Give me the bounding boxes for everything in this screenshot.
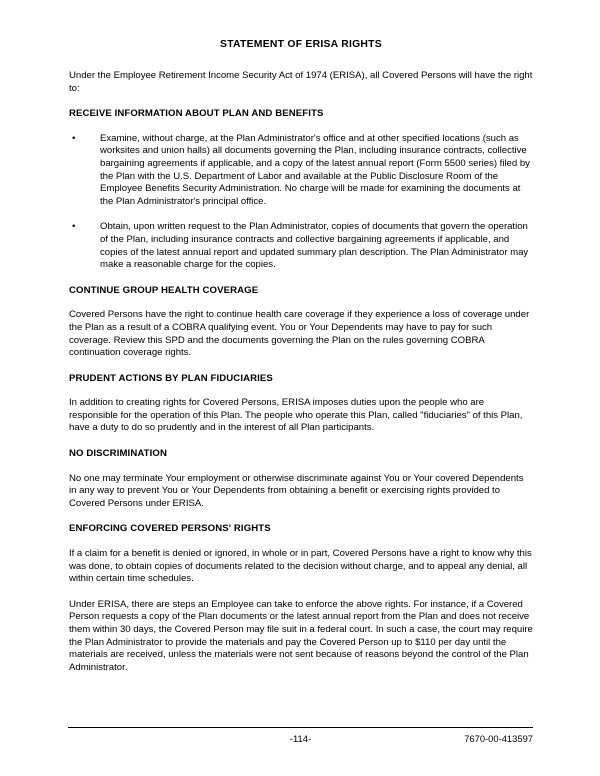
page-footer [68, 727, 533, 746]
section-paragraph: If a claim for a benefit is denied or ignored, in whole or in part, Covered Persons have a right to know why this was done, to obtain copies of documents related to the decision without charge, and to appeal any denial, all within certain time schedules. [69, 548, 532, 585]
document-code: 7670-00-413597 [464, 733, 533, 744]
page-title: STATEMENT OF ERISA RIGHTS [220, 39, 382, 50]
list-item [69, 133, 533, 209]
bullet-icon: • [72, 221, 76, 233]
page-content [69, 38, 533, 687]
receive-information-bullet-list [69, 133, 533, 272]
section-heading-no-discrimination: NO DISCRIMINATION [69, 448, 167, 460]
section-paragraph: Under ERISA, there are steps an Employee can take to enforce the above rights. For instance, if a Covered Person requests a copy of the Plan documents or the latest annual report from the Plan and does not receive them within 30 days, the Covered Person may file suit in a federal court. In such a case, the court may require the Plan Administrator to provide the materials and pay the Covered Person up to $110 per day until the materials are received, unless the materials were not sent because of reasons beyond the control of the Plan Administrator. [69, 598, 533, 673]
intro-paragraph: Under the Employee Retirement Income Security Act of 1974 (ERISA), all Covered Persons will have the right to: [69, 70, 533, 94]
section-heading-enforcing-covered-persons-rights: ENFORCING COVERED PERSONS' RIGHTS [69, 523, 271, 535]
list-item-text: Examine, without charge, at the Plan Administrator's office and at other specified locations (such as worksites and union halls) all documents governing the Plan, including insurance contracts, collective bargaining agreements if applicable, and a copy of the latest annual report (Form 5500 series) filed by the Plan with the U.S. Department of Labor and available at the Public Disclosure Room of the Employee Benefits Security Administration. No charge will be made for examining the documents at the Plan Administrator's principal office. [100, 132, 530, 207]
footer-row [68, 732, 533, 746]
list-item [69, 221, 533, 271]
section-heading-receive-information: RECEIVE INFORMATION ABOUT PLAN AND BENEFITS [69, 108, 324, 120]
section-paragraph: No one may terminate Your employment or otherwise discriminate against You or Your covered Dependents in any way to prevent You or Your Dependents from obtaining a benefit or exercising rights provided to Covered Persons under ERISA. [69, 472, 524, 509]
footer-divider [68, 727, 533, 728]
bullet-icon: • [72, 132, 76, 144]
section-heading-continue-group-health-coverage: CONTINUE GROUP HEALTH COVERAGE [69, 284, 259, 296]
section-paragraph: In addition to creating rights for Covered Persons, ERISA imposes duties upon the people who are responsible for the operation of this Plan. The people who operate this Plan, called "fiduciaries" of this Plan, have a duty to do so prudently and in the interest of all Plan participants. [69, 397, 523, 434]
list-item-text: Obtain, upon written request to the Plan Administrator, copies of documents that govern the operation of the Plan, including insurance contracts and collective bargaining agreements if applicable, and copies of the latest annual report and updated summary plan description. The Plan Administrator may make a reasonable charge for the copies. [100, 221, 529, 271]
section-paragraph: Covered Persons have the right to continue health care coverage if they experience a loss of coverage under the Plan as a result of a COBRA qualifying event. You or Your Dependents may have to pay for such coverage. Review this SPD and the documents governing the Plan on the rules governing COBRA continuation coverage rights. [69, 309, 530, 359]
section-heading-prudent-actions-by-plan-fiduciaries: PRUDENT ACTIONS BY PLAN FIDUCIARIES [69, 372, 273, 384]
page-number: -114- [289, 733, 312, 744]
